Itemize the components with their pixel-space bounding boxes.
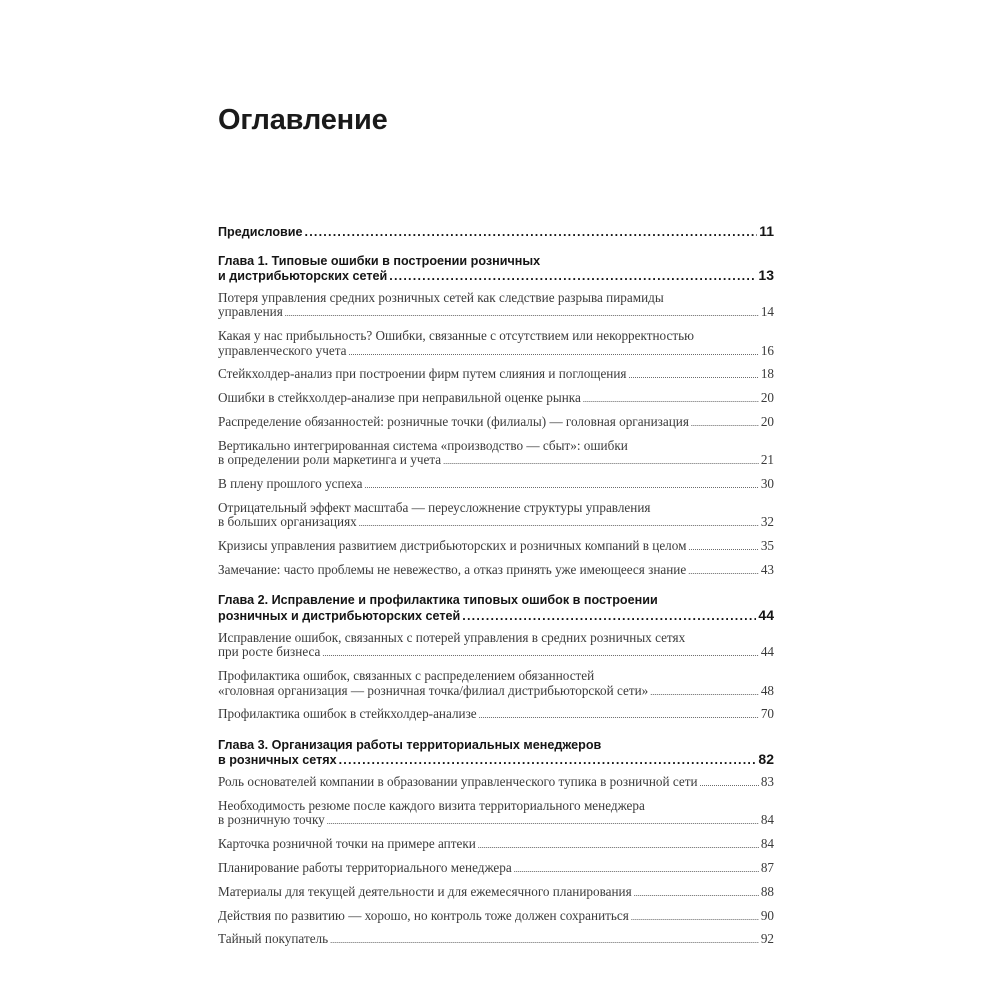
page-number: 43	[760, 561, 774, 577]
page-number: 20	[760, 390, 774, 406]
entry-leader-row	[218, 837, 774, 854]
page-number: 82	[758, 751, 774, 768]
entry-title-line: Отрицательный эффект масштаба — переусложнение структуры управления	[218, 499, 651, 515]
toc-section-entry[interactable]	[218, 837, 774, 854]
entry-leader-row	[218, 268, 774, 284]
toc-section-entry[interactable]	[218, 367, 774, 384]
toc-section-entry[interactable]	[218, 932, 774, 949]
entry-title-line: Тайный покупатель	[218, 931, 329, 947]
dot-leader	[285, 307, 759, 322]
toc-chapter-entry[interactable]	[218, 738, 774, 768]
entry-leader-row	[218, 367, 774, 384]
entry-leader-row	[218, 305, 774, 322]
dot-leader	[478, 839, 759, 854]
entry-leader-row	[218, 645, 774, 662]
toc-section-entry[interactable]	[218, 291, 774, 322]
dot-leader	[650, 686, 759, 701]
entry-leader-row	[218, 477, 774, 494]
page-number: 84	[760, 812, 774, 828]
dot-leader	[514, 863, 759, 878]
toc-section-entry[interactable]	[218, 631, 774, 662]
entry-leader-row	[218, 684, 774, 701]
entry-title-line: В плену прошлого успеха	[218, 476, 363, 492]
toc-section-entry[interactable]	[218, 799, 774, 830]
toc-section-entry[interactable]	[218, 391, 774, 408]
table-of-contents	[218, 224, 774, 956]
entry-title-line: Планирование работы территориального менеджера	[218, 860, 512, 876]
page-number: 35	[760, 538, 774, 554]
entry-title-line: при росте бизнеса	[218, 644, 321, 660]
page-number: 87	[760, 860, 774, 876]
page-number: 11	[759, 223, 774, 239]
toc-section-entry[interactable]	[218, 669, 774, 700]
entry-title-line: Стейкхолдер-анализ при построении фирм путем слияния и поглощения	[218, 366, 627, 382]
entry-title-line: Предисловие	[218, 225, 303, 239]
page-title: Оглавление	[218, 104, 388, 136]
entry-leader-row	[218, 752, 774, 768]
toc-section-entry[interactable]	[218, 329, 774, 360]
dot-leader	[305, 225, 758, 240]
toc-section-entry[interactable]	[218, 707, 774, 724]
page-number: 83	[760, 774, 774, 790]
entry-title-line: Вертикально интегрированная система «производство — сбыт»: ошибки	[218, 437, 628, 453]
toc-section-entry[interactable]	[218, 501, 774, 532]
dot-leader	[389, 269, 756, 284]
toc-section-entry[interactable]	[218, 775, 774, 792]
entry-leader-row	[218, 415, 774, 432]
entry-title-line: Распределение обязанностей: розничные точки (филиалы) — головная организация	[218, 413, 689, 429]
entry-leader-row	[218, 539, 774, 556]
dot-leader	[348, 346, 758, 361]
page-number: 20	[760, 413, 774, 429]
dot-leader	[359, 517, 759, 532]
entry-leader-row	[218, 885, 774, 902]
toc-section-entry[interactable]	[218, 415, 774, 432]
toc-section-entry[interactable]	[218, 885, 774, 902]
entry-title-line: в больших организациях	[218, 514, 357, 530]
entry-leader-row	[218, 344, 774, 361]
toc-section-entry[interactable]	[218, 439, 774, 470]
page-number: 84	[760, 836, 774, 852]
toc-chapter-entry[interactable]	[218, 254, 774, 284]
entry-title-line: Какая у нас прибыльность? Ошибки, связанные с отсутствием или некорректностью	[218, 328, 694, 344]
entry-leader-row	[218, 391, 774, 408]
dot-leader	[339, 753, 757, 768]
entry-leader-row	[218, 775, 774, 792]
entry-title-line: Профилактика ошибок в стейкхолдер-анализе	[218, 706, 477, 722]
entry-title-line: Глава 1. Типовые ошибки в построении розничных	[218, 253, 541, 268]
page-number: 32	[760, 514, 774, 530]
entry-title-line: в розничную точку	[218, 812, 325, 828]
entry-leader-row	[218, 813, 774, 830]
page-number: 90	[760, 907, 774, 923]
dot-leader	[691, 417, 759, 432]
entry-title-line: Профилактика ошибок, связанных с распределением обязанностей	[218, 668, 595, 684]
entry-title-line: Материалы для текущей деятельности и для ежемесячного планирования	[218, 883, 632, 899]
toc-section-entry[interactable]	[218, 563, 774, 580]
page-number: 13	[758, 267, 774, 283]
entry-title-line: и дистрибьюторских сетей	[218, 269, 388, 283]
dot-leader	[634, 887, 759, 902]
entry-leader-row	[218, 932, 774, 949]
page-number: 44	[758, 606, 774, 623]
entry-title-line: Потеря управления средних розничных сетей как следствие разрыва пирамиды	[218, 289, 664, 305]
page-number: 16	[760, 342, 774, 358]
page-number: 48	[760, 682, 774, 698]
dot-leader	[479, 709, 759, 724]
dot-leader	[688, 541, 758, 556]
entry-leader-row	[218, 909, 774, 926]
entry-title-line: Глава 2. Исправление и профилактика типовых ошибок в построении	[218, 593, 658, 608]
entry-leader-row	[218, 224, 774, 240]
dot-leader	[443, 455, 759, 470]
entry-title-line: Роль основателей компании в образовании управленческого тупика в розничной сети	[218, 774, 698, 790]
toc-section-entry[interactable]	[218, 539, 774, 556]
dot-leader	[462, 609, 756, 624]
entry-title-line: Необходимость резюме после каждого визита территориального менеджера	[218, 797, 645, 813]
toc-chapter-entry[interactable]	[218, 224, 774, 240]
entry-title-line: Ошибки в стейкхолдер-анализе при неправильной оценке рынка	[218, 390, 581, 406]
entry-leader-row	[218, 453, 774, 470]
page-number: 18	[760, 366, 774, 382]
entry-title-line: Замечание: часто проблемы не невежество, а отказ принять уже имеющееся знание	[218, 561, 687, 577]
entry-title-line: Глава 3. Организация работы территориальных менеджеров	[218, 737, 602, 752]
dot-leader	[322, 647, 758, 662]
entry-title-line: в определении роли маркетинга и учета	[218, 452, 442, 468]
toc-section-entry[interactable]	[218, 909, 774, 926]
dot-leader	[583, 393, 759, 408]
dot-leader	[700, 777, 759, 792]
entry-title-line: Карточка розничной точки на примере аптеки	[218, 836, 476, 852]
entry-title-line: Кризисы управления развитием дистрибьюторских и розничных компаний в целом	[218, 538, 687, 554]
entry-title-line: Исправление ошибок, связанных с потерей управления в средних розничных сетях	[218, 629, 686, 645]
page-number: 30	[760, 476, 774, 492]
dot-leader	[629, 369, 759, 384]
page-number: 21	[760, 452, 774, 468]
entry-leader-row	[218, 707, 774, 724]
entry-leader-row	[218, 608, 774, 624]
toc-chapter-entry[interactable]	[218, 593, 774, 623]
page-number: 14	[760, 304, 774, 320]
page-number: 44	[760, 644, 774, 660]
entry-leader-row	[218, 515, 774, 532]
entry-title-line: «головная организация — розничная точка/филиал дистрибьюторской сети»	[218, 682, 649, 698]
entry-title-line: в розничных сетях	[218, 753, 337, 768]
entry-title-line: управленческого учета	[218, 342, 347, 358]
toc-section-entry[interactable]	[218, 477, 774, 494]
entry-title-line: Действия по развитию — хорошо, но контроль тоже должен сохраниться	[218, 907, 629, 923]
entry-title-line: розничных и дистрибьюторских сетей	[218, 608, 461, 623]
page-number: 70	[760, 706, 774, 722]
page-number: 92	[760, 931, 774, 947]
entry-leader-row	[218, 861, 774, 878]
dot-leader	[688, 565, 759, 580]
dot-leader	[327, 815, 759, 830]
page-number: 88	[760, 883, 774, 899]
dot-leader	[631, 911, 759, 926]
entry-title-line: управления	[218, 304, 283, 320]
dot-leader	[365, 479, 759, 494]
dot-leader	[330, 934, 759, 949]
toc-section-entry[interactable]	[218, 861, 774, 878]
entry-leader-row	[218, 563, 774, 580]
